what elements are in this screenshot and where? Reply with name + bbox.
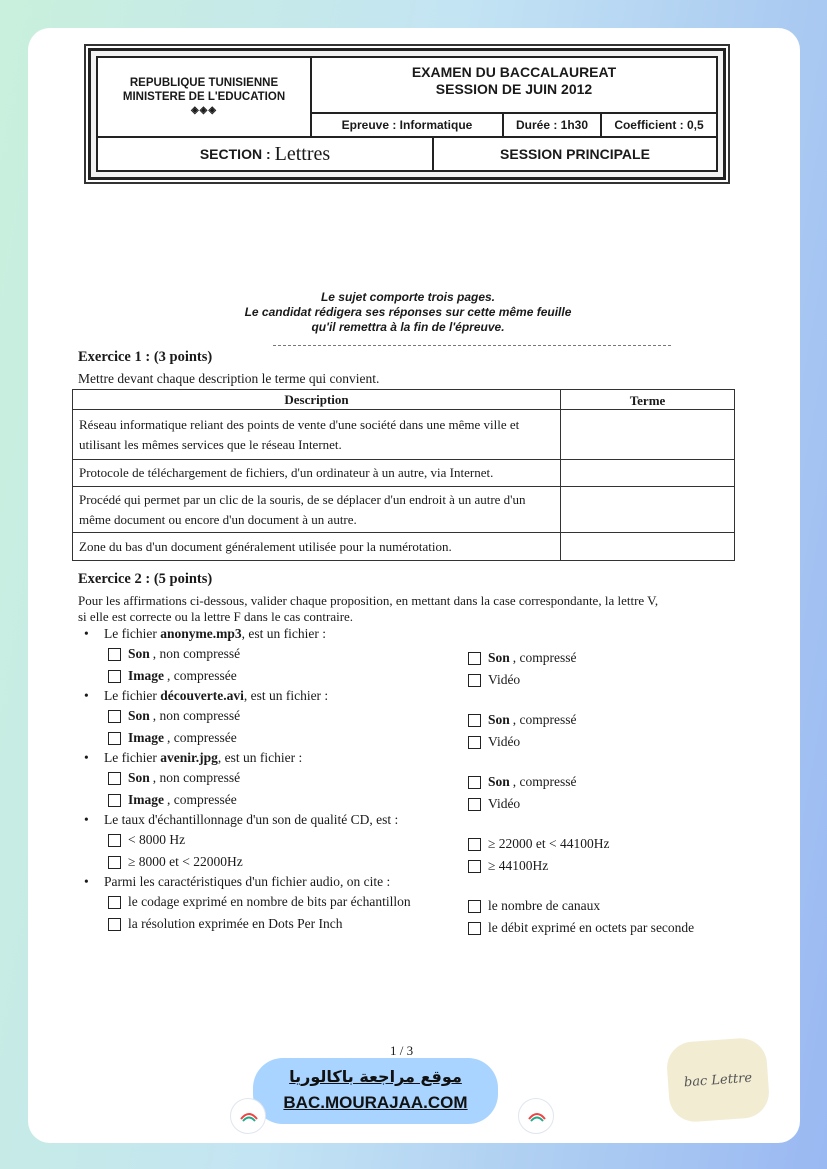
option-item[interactable]: le codage exprimé en nombre de bits par échantillon (108, 894, 411, 910)
col-description: Description (73, 390, 561, 410)
exam-notice: Le sujet comporte trois pages. Le candidat rédigera ses réponses sur cette même feuille qu'il remettra à la fin de l'épreuve. (244, 290, 572, 334)
table-row: Protocole de téléchargement de fichiers, d'un ordinateur à un autre, via Internet. (73, 460, 735, 487)
bullet-icon: • (84, 812, 89, 827)
site-name-arabic[interactable]: موقع مراجعة باكالوريا (289, 1067, 462, 1086)
term-answer-cell[interactable] (561, 460, 735, 487)
option-item[interactable]: Son , compressé (468, 774, 577, 790)
option-item[interactable]: Image , compressée (108, 668, 237, 684)
term-answer-cell[interactable] (561, 410, 735, 460)
option-item[interactable]: Vidéo (468, 796, 520, 812)
exercise2-title: Exercice 2 : (5 points) (78, 571, 213, 587)
checkbox-icon[interactable] (108, 918, 121, 931)
checkbox-icon[interactable] (468, 838, 481, 851)
page-number: 1 / 3 (390, 1043, 414, 1058)
option-item[interactable]: ≥ 44100Hz (468, 858, 548, 874)
separator-line (273, 345, 671, 346)
checkbox-icon[interactable] (468, 736, 481, 749)
ornament-icon: ◈◈◈ (190, 105, 218, 116)
term-answer-cell[interactable] (561, 487, 735, 533)
bullet-icon: • (84, 626, 89, 641)
checkbox-icon[interactable] (108, 856, 121, 869)
exercise1-title: Exercice 1 : (3 points) (78, 349, 213, 365)
option-item[interactable]: Son , non compressé (108, 708, 240, 724)
checkbox-icon[interactable] (468, 900, 481, 913)
option-item[interactable]: Son , non compressé (108, 646, 240, 662)
checkbox-icon[interactable] (108, 670, 121, 683)
section-value: Lettres (274, 142, 331, 165)
checkbox-icon[interactable] (468, 776, 481, 789)
table-row: Procédé qui permet par un clic de la souris, de se déplacer d'un endroit à un autre d'un même document ou encore d'un document à un autre. (73, 487, 735, 533)
checkbox-icon[interactable] (108, 896, 121, 909)
exercise2-instruction-2: si elle est correcte ou la lettre F dans le cas contraire. (78, 609, 354, 624)
epreuve-value: Informatique (399, 118, 473, 132)
question-prompt: • Le fichier anonyme.mp3, est un fichier : (84, 626, 326, 641)
option-item[interactable]: le débit exprimé en octets par seconde (468, 920, 694, 936)
ministry-block (98, 58, 312, 136)
option-item[interactable]: Vidéo (468, 734, 520, 750)
site-logo-icon-right (518, 1098, 554, 1134)
checkbox-icon[interactable] (468, 674, 481, 687)
exercise1-table (72, 389, 735, 561)
checkbox-icon[interactable] (108, 710, 121, 723)
checkbox-icon[interactable] (468, 798, 481, 811)
option-item[interactable]: Image , compressée (108, 730, 237, 746)
exercise2-instruction-1: Pour les affirmations ci-dessous, valider chaque proposition, en mettant dans la case correspondante, la lettre V, (78, 593, 659, 608)
session-type: SESSION PRINCIPALE (500, 146, 650, 162)
checkbox-icon[interactable] (468, 922, 481, 935)
exam-info-block (312, 58, 716, 136)
epreuve-cell: Epreuve : Informatique (312, 114, 504, 136)
country-name: REPUBLIQUE TUNISIENNE (129, 77, 279, 89)
exam-page (28, 28, 800, 1143)
option-item[interactable]: Vidéo (468, 672, 520, 688)
option-item[interactable]: Son , compressé (468, 712, 577, 728)
checkbox-icon[interactable] (468, 714, 481, 727)
question-prompt: • Le taux d'échantillonnage d'un son de qualité CD, est : (84, 812, 399, 827)
exam-title: EXAMEN DU BACCALAUREAT (411, 64, 617, 80)
ministry-name: MINISTERE DE L'EDUCATION (122, 91, 286, 103)
option-item[interactable]: ≥ 8000 et < 22000Hz (108, 854, 243, 870)
option-item[interactable]: Image , compressée (108, 792, 237, 808)
site-banner[interactable] (253, 1058, 498, 1124)
checkbox-icon[interactable] (108, 648, 121, 661)
coefficient-cell: Coefficient : 0,5 (614, 118, 704, 132)
bullet-icon: • (84, 688, 89, 703)
exercise1-instruction: Mettre devant chaque description le terme qui convient. (78, 371, 380, 386)
bac-lettre-badge: bac Lettre (665, 1037, 770, 1124)
term-answer-cell[interactable] (561, 533, 735, 561)
option-item[interactable]: Son , compressé (468, 650, 577, 666)
bullet-icon: • (84, 874, 89, 889)
option-item[interactable]: < 8000 Hz (108, 832, 185, 848)
table-row: Zone du bas d'un document généralement utilisée pour la numérotation. (73, 533, 735, 561)
col-term: Terme (561, 390, 735, 410)
question-prompt: • Parmi les caractéristiques d'un fichier audio, on cite : (84, 874, 391, 889)
bullet-icon: • (84, 750, 89, 765)
checkbox-icon[interactable] (468, 652, 481, 665)
option-item[interactable]: ≥ 22000 et < 44100Hz (468, 836, 610, 852)
option-item[interactable]: la résolution exprimée en Dots Per Inch (108, 916, 342, 932)
checkbox-icon[interactable] (108, 834, 121, 847)
exam-header (88, 48, 726, 180)
site-url-link[interactable]: BAC.MOURAJAA.COM (283, 1093, 468, 1112)
checkbox-icon[interactable] (108, 794, 121, 807)
option-item[interactable]: le nombre de canaux (468, 898, 600, 914)
table-row: Réseau informatique reliant des points de vente d'une société dans une même ville et utilisant les mêmes services que le réseau Internet. (73, 410, 735, 460)
duree-cell: Durée : 1h30 (504, 114, 602, 136)
option-item[interactable]: Son , non compressé (108, 770, 240, 786)
exam-session: SESSION DE JUIN 2012 (435, 81, 593, 97)
checkbox-icon[interactable] (468, 860, 481, 873)
site-logo-icon-left (230, 1098, 266, 1134)
question-prompt: • Le fichier découverte.avi, est un fichier : (84, 688, 329, 703)
checkbox-icon[interactable] (108, 732, 121, 745)
section-cell: SECTION : Lettres (98, 138, 434, 170)
question-prompt: • Le fichier avenir.jpg, est un fichier : (84, 750, 303, 765)
checkbox-icon[interactable] (108, 772, 121, 785)
